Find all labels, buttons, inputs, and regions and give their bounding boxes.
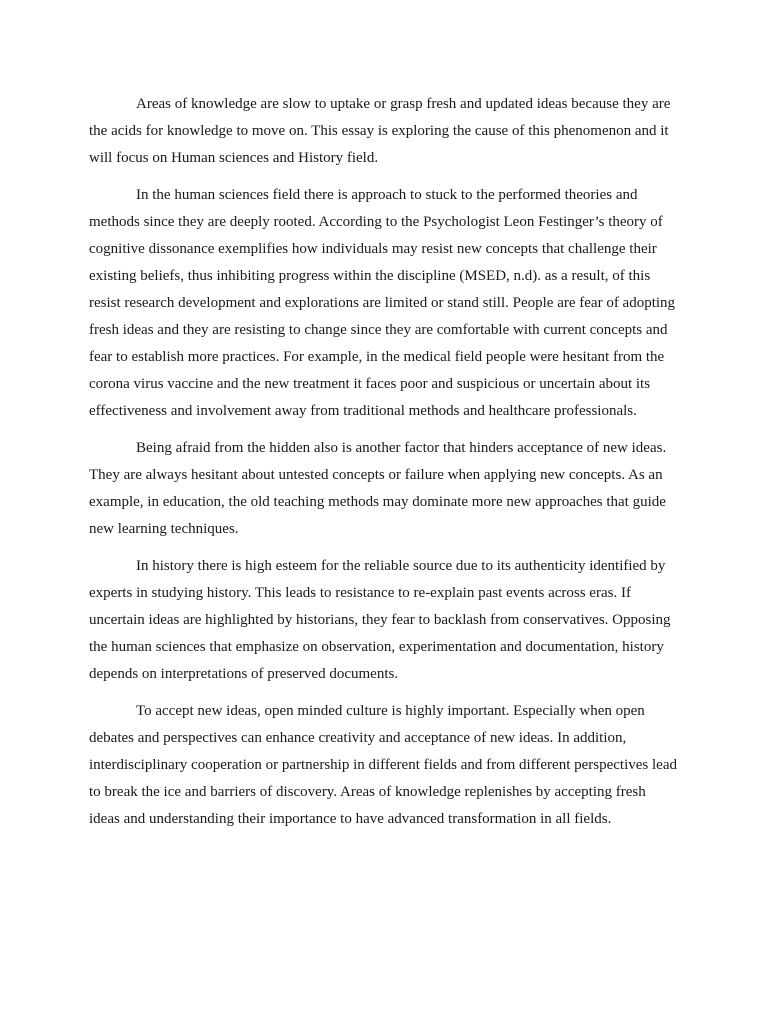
paragraph-intro: Areas of knowledge are slow to uptake or grasp fresh and updated ideas because they are the acids for knowledge to move on. This essay is exploring the cause of this phenomenon and it will focus on Human sciences and History field. [89, 96, 671, 166]
paragraph-human-sciences: In the human sciences field there is approach to stuck to the performed theories and methods since they are deeply rooted. According to the Psychologist Leon Festinger’s theory of cognitive dissonance exemplifies how individuals may resist new concepts that challenge their existing beliefs, thus inhibiting progress within the discipline (MSED, n.d). as a result, of this resist research development and explorations are limited or stand still. People are fear of adopting fresh ideas and they are resisting to change since they are comfortable with current concepts and fear to establish more practices. For example, in the medical field people were hesitant from the corona virus vaccine and the new treatment it faces poor and suspicious or uncertain about its effectiveness and involvement away from traditional methods and healthcare professionals. [89, 187, 676, 419]
paragraph-fear-of-unknown: Being afraid from the hidden also is another factor that hinders acceptance of new ideas. They are always hesitant about untested concepts or failure when applying new concepts. As an example, in education, the old teaching methods may dominate more new approaches that guide new learning techniques. [89, 440, 667, 537]
paragraph-conclusion: To accept new ideas, open minded culture is highly important. Especially when open debates and perspectives can enhance creativity and acceptance of new ideas. In addition, interdisciplinary cooperation or partnership in different fields and from different perspectives lead to break the ice and barriers of discovery. Areas of knowledge replenishes by accepting fresh ideas and understanding their importance to have advanced transformation in all fields. [89, 703, 677, 827]
paragraph-history: In history there is high esteem for the reliable source due to its authenticity identified by experts in studying history. This leads to resistance to re-explain past events across eras. If uncertain ideas are highlighted by historians, they fear to backlash from conservatives. Opposing the human sciences that emphasize on observation, experimentation and documentation, history depends on interpretations of preserved documents. [89, 558, 671, 682]
essay-body [89, 91, 679, 843]
